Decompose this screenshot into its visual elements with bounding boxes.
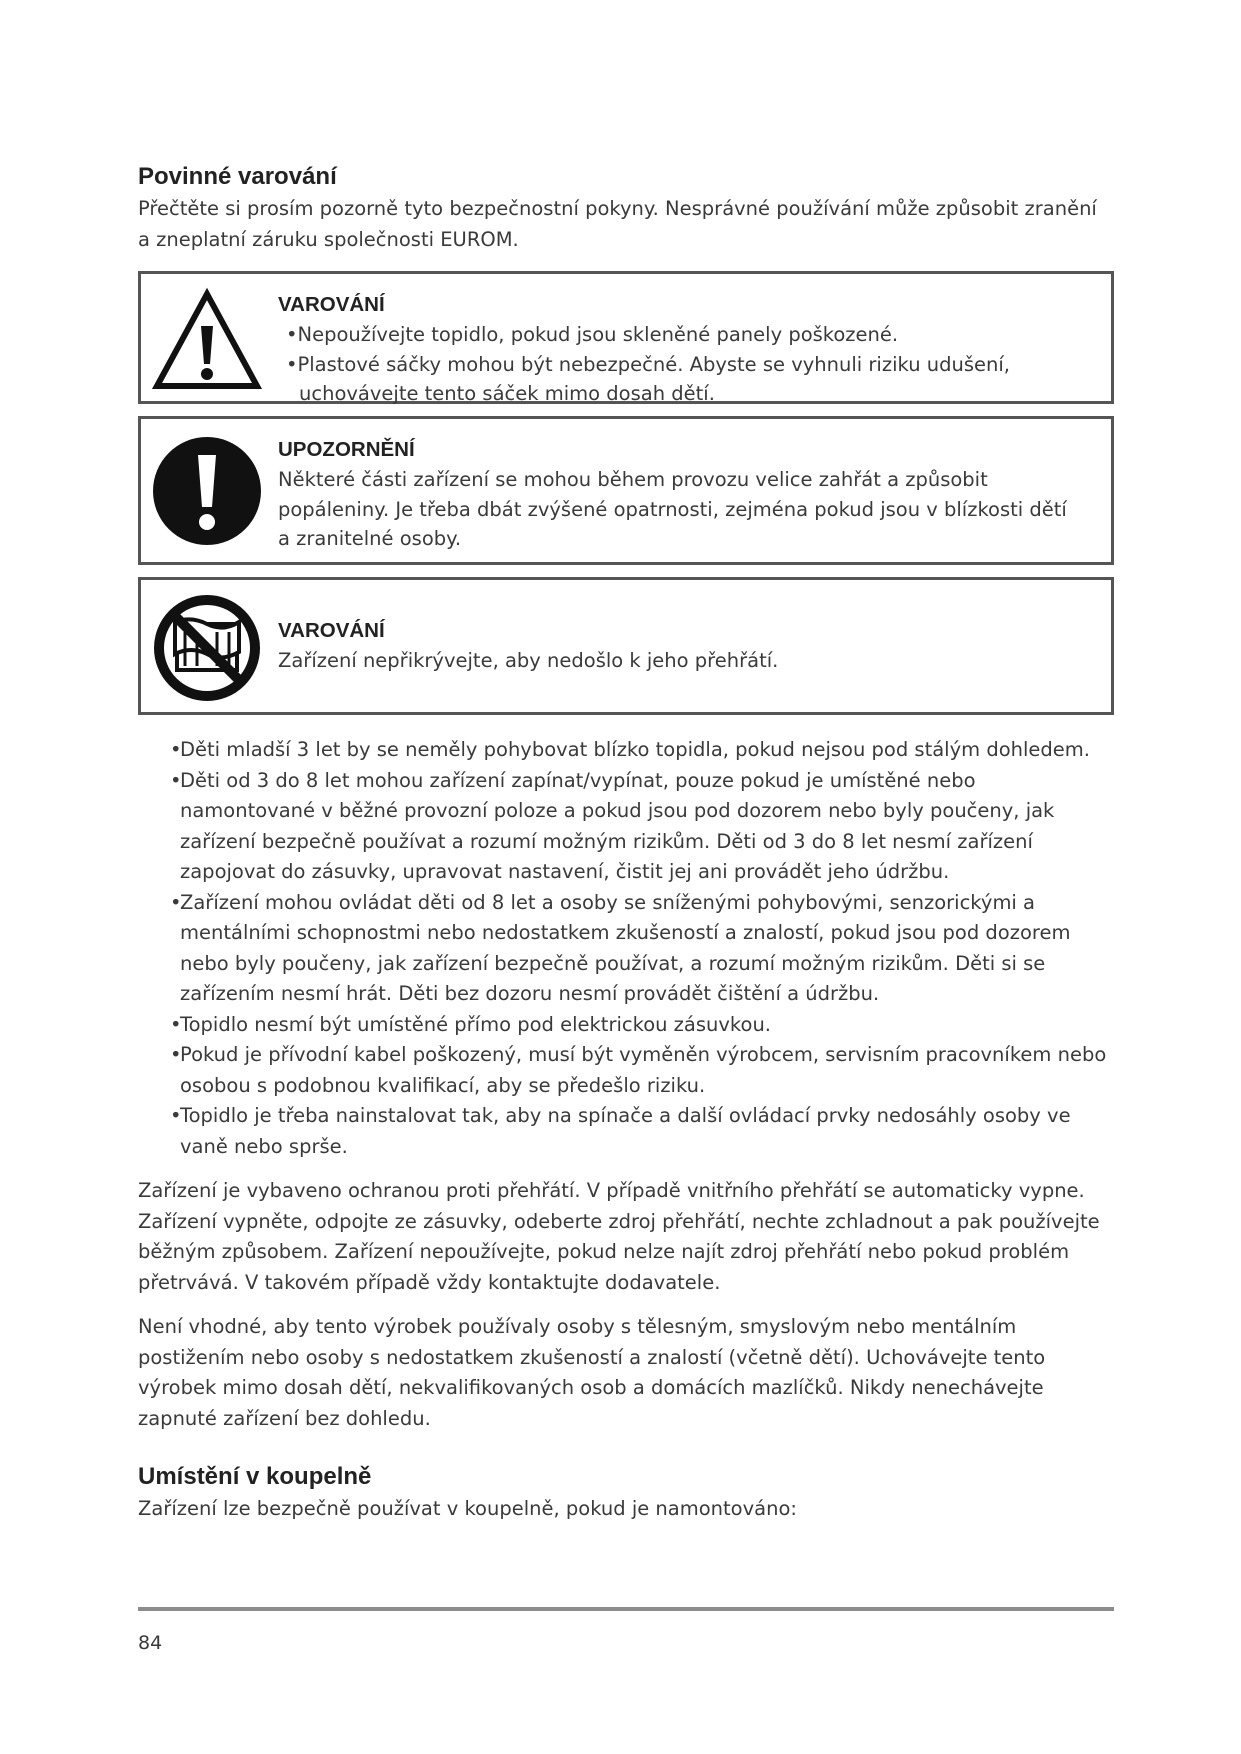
page-number: 84 — [138, 1632, 163, 1654]
paragraph-overheat: Zařízení je vybaveno ochranou proti přehřátí. V případě vnitřního přehřátí se automaticky vypne. Zařízení vypněte, odpojte ze zásuvky, odeberte zdroj přehřátí, nechte zchladnout a pak používejte běžným způsobem. Zařízení nepoužívejte, pokud nelze najít zdroj přehřátí nebo pokud problém přetrvává. V takovém případě vždy kontaktujte dodavatele. — [138, 1179, 1100, 1294]
list-item: •Topidlo je třeba nainstalovat tak, aby na spínače a další ovládací prvky nedosáhly osoby ve vaně nebo sprše. — [170, 1104, 1071, 1158]
safety-bullet-list — [138, 735, 1114, 1162]
bathroom-text: Zařízení lze bezpečně používat v koupelně, pokud je namontováno: — [138, 1497, 797, 1520]
box-title: UPOZORNĚNÍ — [278, 438, 415, 461]
list-item: •Děti mladší 3 let by se neměly pohybovat blízko topidla, pokud nejsou pod stálým dohledem. — [170, 738, 1090, 761]
box-line: popáleniny. Je třeba dbát zvýšené opatrnosti, zejména pokud jsou v blízkosti dětí — [278, 497, 1067, 521]
box-title: VAROVÁNÍ — [278, 619, 385, 642]
list-item: •Topidlo nesmí být umístěné přímo pod elektrickou zásuvkou. — [170, 1012, 772, 1036]
box-line: a zranitelné osoby. — [278, 527, 462, 550]
warning-box-do-not-cover — [138, 577, 1114, 715]
paragraph-suitability: Není vhodné, aby tento výrobek používaly osoby s tělesným, smyslovým nebo mentálním postižením nebo osoby s nedostatkem zkušeností a znalostí (včetně dětí). Uchovávejte tento výrobek mimo dosah dětí, nekvalifikovaných osob a domácích mazlíčků. Nikdy nenechávejte zapnuté zařízení bez dohledu. — [138, 1315, 1046, 1430]
do-not-cover-icon — [151, 592, 263, 704]
caution-box-hot-surfaces — [138, 416, 1114, 565]
box-line: Zařízení nepřikrývejte, aby nedošlo k jeho přehřátí. — [278, 649, 779, 672]
intro-text: Přečtěte si prosím pozorně tyto bezpečnostní pokyny. Nesprávné používání může způsobit zranění a zneplatní záruku společnosti EUROM. — [138, 197, 1097, 251]
document-page — [138, 160, 1114, 1525]
list-item: •Pokud je přívodní kabel poškozený, musí být vyměněn výrobcem, servisním pracovníkem nebo osobou s podobnou kvalifikací, aby se předešlo riziku. — [170, 1043, 1107, 1097]
footer-divider — [138, 1607, 1114, 1611]
box-line: uchovávejte tento sáček mimo dosah dětí. — [299, 382, 715, 405]
list-item: •Zařízení mohou ovládat děti od 8 let a osoby se sníženými pohybovými, senzorickými a mentálními schopnostmi nebo nedostatkem zkušeností a znalostí, pokud jsou pod dozorem nebo byly poučeny, jak zařízení bezpečně používat, a rozumí možným rizikům. Děti si se zařízením nesmí hrát. Děti bez dozoru nesmí provádět čištění a údržbu. — [170, 890, 1071, 1005]
box-title: VAROVÁNÍ — [278, 293, 385, 316]
section-heading: Povinné varování — [138, 163, 337, 190]
box-line: Některé části zařízení se mohou během provozu velice zahřát a způsobit — [278, 468, 988, 491]
box-line: •Plastové sáčky mohou být nebezpečné. Abyste se vyhnuli riziku udušení, — [286, 352, 1010, 376]
box-line: •Nepoužívejte topidlo, pokud jsou skleněné panely poškozené. — [286, 323, 899, 346]
list-item: •Děti od 3 do 8 let mohou zařízení zapínat/vypínat, pouze pokud je umístěné nebo namontované v běžné provozní poloze a pokud jsou pod dozorem nebo byly poučeny, jak zařízení bezpečně používat a rozumí možným rizikům. Děti od 3 do 8 let nesmí zařízení zapojovat do zásuvky, upravovat nastavení, čistit jej ani provádět jeho údržbu. — [170, 768, 1055, 883]
warning-box-glass-bags — [138, 271, 1114, 404]
section-heading-bathroom: Umístění v koupelně — [138, 1463, 372, 1490]
exclamation-circle-icon — [151, 435, 263, 547]
warning-triangle-icon — [151, 286, 263, 398]
